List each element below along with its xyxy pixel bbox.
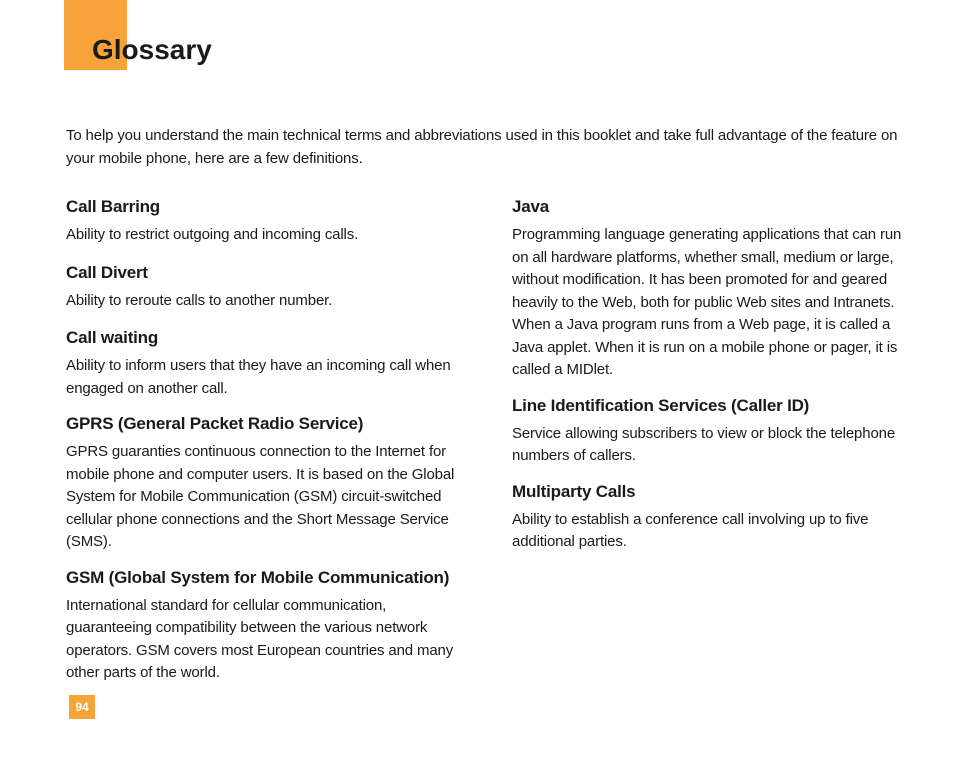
glossary-definition: Programming language generating applications that can run on all hardware platforms, whether small, medium or large, without modification. It has been promoted for and geared heavily to the Web, both for public Web sites and Intranets. When a Java program runs from a Web page, it is called a Java applet. When it is run on a mobile phone or pager, it is called a MIDlet. bbox=[512, 226, 902, 378]
glossary-entry-gsm bbox=[66, 567, 466, 685]
glossary-entry-call-barring bbox=[66, 196, 466, 247]
glossary-definition: Ability to establish a conference call involving up to five additional parties. bbox=[512, 510, 869, 550]
glossary-entry-multiparty-calls bbox=[512, 481, 912, 554]
glossary-term: GSM (Global System for Mobile Communication) bbox=[66, 567, 450, 587]
glossary-entry-gprs bbox=[66, 413, 466, 554]
glossary-term: Java bbox=[512, 197, 550, 216]
glossary-term: Multiparty Calls bbox=[512, 481, 636, 501]
glossary-right-column bbox=[512, 196, 912, 554]
glossary-definition: Service allowing subscribers to view or block the telephone numbers of callers. bbox=[512, 424, 896, 464]
glossary-entry-call-divert bbox=[66, 262, 466, 313]
page-number-badge: 94 bbox=[69, 695, 95, 719]
page-title: Glossary bbox=[92, 34, 212, 65]
glossary-definition: International standard for cellular communication, guaranteeing compatibility between the various network operators. GSM covers most European countries and many other parts of the world. bbox=[66, 596, 454, 681]
glossary-term: Call Barring bbox=[66, 197, 160, 216]
glossary-term: Line Identification Services (Caller ID) bbox=[512, 395, 810, 415]
glossary-definition: Ability to inform users that they have an incoming call when engaged on another call. bbox=[66, 357, 451, 397]
glossary-entry-java bbox=[512, 196, 912, 382]
glossary-entry-caller-id bbox=[512, 395, 912, 468]
intro-paragraph: To help you understand the main technical terms and abbreviations used in this booklet and take full advantage of the feature on your mobile phone, here are a few definitions. bbox=[66, 127, 898, 167]
glossary-term: Call Divert bbox=[66, 262, 148, 282]
glossary-entry-call-waiting bbox=[66, 327, 466, 400]
glossary-term: GPRS (General Packet Radio Service) bbox=[66, 414, 364, 433]
glossary-left-column bbox=[66, 196, 466, 685]
glossary-definition: GPRS guaranties continuous connection to the Internet for mobile phone and computer users. It is based on the Global System for Mobile Communication (GSM) circuit-switched cellular phone connections and the Short Message Service (SMS). bbox=[66, 443, 455, 550]
glossary-definition: Ability to restrict outgoing and incoming calls. bbox=[66, 226, 359, 243]
glossary-definition: Ability to reroute calls to another number. bbox=[66, 291, 333, 309]
glossary-term: Call waiting bbox=[66, 328, 159, 347]
